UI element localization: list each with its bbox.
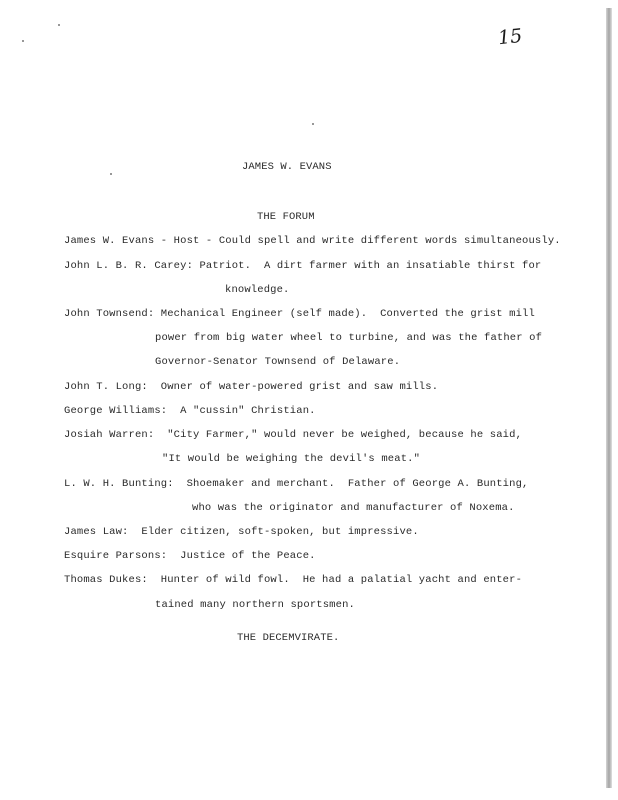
entry-line: John L. B. R. Carey: Patriot. A dirt farmer with an insatiable thirst for — [64, 260, 542, 272]
scan-speck — [312, 123, 314, 125]
entry-line: Thomas Dukes: Hunter of wild fowl. He had a palatial yacht and enter- — [64, 574, 523, 586]
entry-line: who was the originator and manufacturer of Noxema. — [192, 502, 515, 514]
entry-line: Governor-Senator Townsend of Delaware. — [155, 356, 401, 368]
entry-line: L. W. H. Bunting: Shoemaker and merchant. Father of George A. Bunting, — [64, 478, 529, 490]
entry-line: tained many northern sportsmen. — [155, 599, 355, 611]
entry-line: knowledge. — [225, 284, 290, 296]
entry-line: "It would be weighing the devil's meat." — [162, 453, 421, 465]
scan-speck — [58, 24, 60, 26]
entry-line: Esquire Parsons: Justice of the Peace. — [64, 550, 316, 562]
closing-heading: THE DECEMVIRATE. — [237, 632, 340, 644]
entry-line: James W. Evans - Host - Could spell and write different words simultaneously. — [64, 235, 561, 247]
page-number: 15 — [496, 24, 524, 50]
page-edge-shadow — [606, 8, 612, 788]
section-heading: THE FORUM — [257, 211, 315, 223]
entry-line: power from big water wheel to turbine, and was the father of — [155, 332, 543, 344]
scan-speck — [110, 173, 112, 175]
entry-line: George Williams: A "cussin" Christian. — [64, 405, 316, 417]
entry-line: James Law: Elder citizen, soft-spoken, but impressive. — [64, 526, 419, 538]
document-title: JAMES W. EVANS — [242, 161, 332, 173]
entry-line: Josiah Warren: "City Farmer," would never be weighed, because he said, — [64, 429, 523, 441]
entry-line: John T. Long: Owner of water-powered grist and saw mills. — [64, 381, 439, 393]
entry-line: John Townsend: Mechanical Engineer (self made). Converted the grist mill — [64, 308, 535, 320]
scan-speck — [22, 40, 24, 42]
